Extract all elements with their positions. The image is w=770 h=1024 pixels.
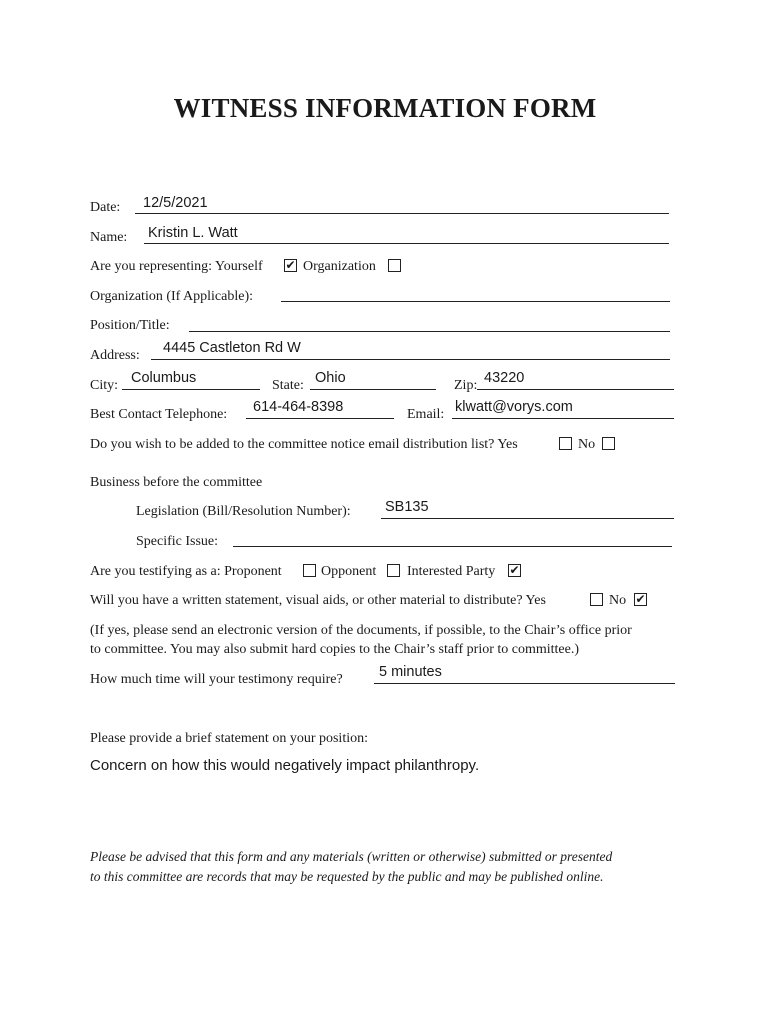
state-label: State: [272, 378, 304, 393]
distribution-yes-checkbox[interactable] [559, 437, 572, 450]
opponent-label: Opponent [321, 564, 377, 579]
address-label: Address: [90, 348, 140, 363]
written-note-line-2: to committee. You may also submit hard copies to the Chair’s staff prior to committee.) [90, 642, 580, 657]
legislation-field-line [381, 518, 674, 519]
distribution-no-label: No [578, 437, 596, 452]
date-label: Date: [90, 200, 121, 215]
email-value[interactable]: klwatt@vorys.com [455, 399, 573, 415]
position-title-field-line [189, 331, 670, 332]
name-field-line [144, 243, 669, 244]
distribution-no-checkbox[interactable] [602, 437, 615, 450]
address-value[interactable]: 4445 Castleton Rd W [163, 340, 301, 356]
name-label: Name: [90, 230, 128, 245]
position-title-label: Position/Title: [90, 318, 170, 333]
telephone-label: Best Contact Telephone: [90, 407, 228, 422]
email-label: Email: [407, 407, 445, 422]
time-required-label: How much time will your testimony require? [90, 672, 343, 687]
legislation-value[interactable]: SB135 [385, 499, 429, 515]
zip-field-line [477, 389, 674, 390]
organization-option-label: Organization [303, 259, 376, 274]
opponent-checkbox[interactable] [387, 564, 400, 577]
city-field-line [122, 389, 260, 390]
written-no-label: No [609, 593, 627, 608]
interested-party-label: Interested Party [407, 564, 496, 579]
legislation-label: Legislation (Bill/Resolution Number): [136, 504, 351, 519]
proponent-checkbox[interactable] [303, 564, 316, 577]
statement-prompt: Please provide a brief statement on your position: [90, 731, 368, 746]
organization-checkbox[interactable] [388, 259, 401, 272]
disclaimer-line-2: to this committee are records that may be requested by the public and may be published online. [90, 869, 604, 884]
interested-party-checkbox[interactable]: ✔ [509, 563, 520, 577]
zip-value[interactable]: 43220 [484, 370, 525, 386]
email-field-line [452, 418, 674, 419]
yourself-checkbox[interactable]: ✔ [285, 258, 296, 272]
form-title: WITNESS INFORMATION FORM [173, 93, 597, 123]
testifying-as-label: Are you testifying as a: Proponent [90, 564, 282, 579]
specific-issue-label: Specific Issue: [136, 534, 219, 549]
state-value[interactable]: Ohio [315, 370, 346, 386]
disclaimer-line-1: Please be advised that this form and any materials (written or otherwise) submitted or presented [90, 849, 613, 864]
time-required-value[interactable]: 5 minutes [379, 664, 442, 680]
organization-label: Organization (If Applicable): [90, 289, 254, 304]
business-heading: Business before the committee [90, 475, 263, 490]
written-yes-checkbox[interactable] [590, 593, 603, 606]
representing-label: Are you representing: Yourself [90, 259, 263, 274]
zip-label: Zip: [454, 378, 478, 393]
distribution-list-label: Do you wish to be added to the committee notice email distribution list? Yes [90, 437, 518, 452]
address-field-line [151, 359, 670, 360]
telephone-field-line [246, 418, 394, 419]
telephone-value[interactable]: 614-464-8398 [253, 399, 344, 415]
state-field-line [310, 389, 436, 390]
specific-issue-field-line [233, 546, 672, 547]
written-no-checkbox[interactable]: ✔ [635, 592, 646, 606]
city-value[interactable]: Columbus [131, 370, 197, 386]
time-required-field-line [374, 683, 675, 684]
organization-field-line [281, 301, 670, 302]
written-statement-label: Will you have a written statement, visual aids, or other material to distribute? Yes [90, 593, 546, 608]
position-statement[interactable]: Concern on how this would negatively impact philanthropy. [90, 757, 480, 774]
city-label: City: [90, 378, 119, 393]
date-field-line [135, 213, 669, 214]
name-value[interactable]: Kristin L. Watt [148, 225, 238, 241]
date-value[interactable]: 12/5/2021 [143, 195, 208, 211]
written-note-line-1: (If yes, please send an electronic version of the documents, if possible, to the Chair’s office prior [90, 623, 632, 638]
